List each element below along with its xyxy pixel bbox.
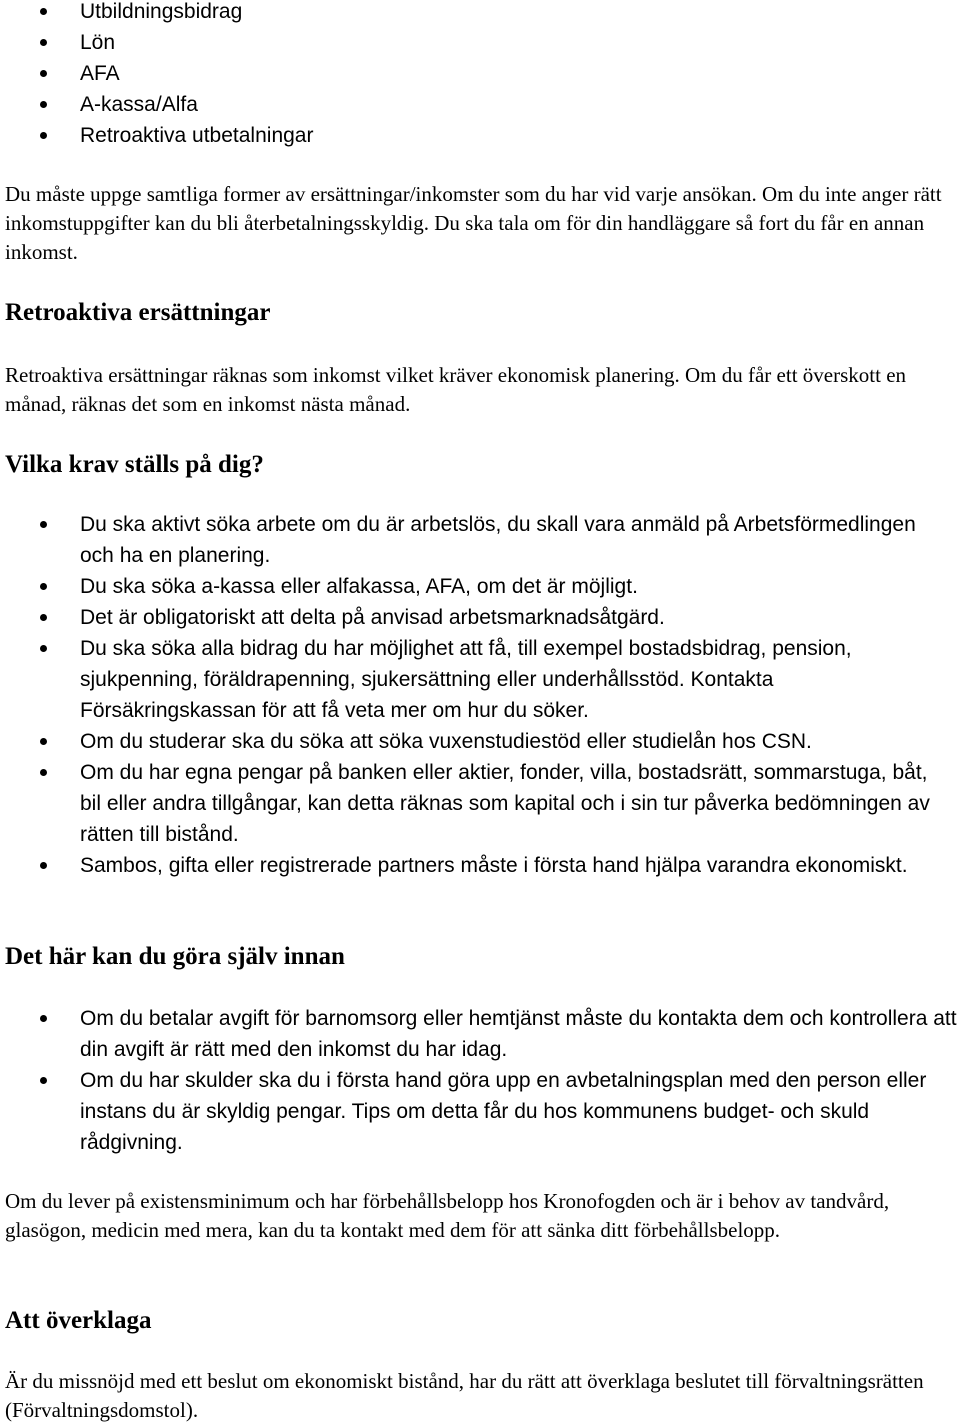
heading-sjalv: Det här kan du göra själv innan bbox=[5, 943, 345, 970]
bullet-icon bbox=[40, 1077, 47, 1084]
bullet-icon bbox=[40, 8, 47, 15]
list-item: Sambos, gifta eller registrerade partners måste i första hand hjälpa varandra ekonomiskt. bbox=[0, 850, 940, 881]
list-item: Du ska aktivt söka arbete om du är arbetslös, du skall vara anmäld på Arbetsförmedlingen och ha en planering. bbox=[0, 509, 940, 571]
bullet-icon bbox=[40, 39, 47, 46]
self-actions-list bbox=[0, 1003, 960, 1158]
list-item: Om du har skulder ska du i första hand göra upp en avbetalningsplan med den person eller instans du är skyldig pengar. Tips om detta får du hos kommunens budget- och skuld rådgivning. bbox=[0, 1065, 960, 1158]
bullet-icon bbox=[40, 521, 47, 528]
list-item: Om du betalar avgift för barnomsorg eller hemtjänst måste du kontakta dem och kontrollera att din avgift är rätt med den inkomst du har idag. bbox=[0, 1003, 960, 1065]
requirements-list bbox=[0, 509, 940, 881]
bullet-icon bbox=[40, 101, 47, 108]
overklaga-paragraph: Är du missnöjd med ett beslut om ekonomiskt bistånd, har du rätt att överklaga beslutet till förvaltningsrätten (Förvaltningsdomstol). bbox=[5, 1369, 924, 1422]
heading-krav: Vilka krav ställs på dig? bbox=[5, 451, 264, 478]
bullet-icon bbox=[40, 132, 47, 139]
bullet-icon bbox=[40, 583, 47, 590]
list-item: Om du studerar ska du söka att söka vuxenstudiestöd eller studielån hos CSN. bbox=[0, 726, 940, 757]
list-item: Det är obligatoriskt att delta på anvisad arbetsmarknadsåtgärd. bbox=[0, 602, 940, 633]
list-item: Retroaktiva utbetalningar bbox=[0, 120, 960, 151]
income-types-list bbox=[0, 0, 960, 151]
bullet-icon bbox=[40, 645, 47, 652]
bullet-icon bbox=[40, 1015, 47, 1022]
retroaktiva-paragraph: Retroaktiva ersättningar räknas som inkomst vilket kräver ekonomisk planering. Om du får ett överskott en månad, räknas det som en inkomst nästa månad. bbox=[5, 363, 907, 416]
existensminimum-paragraph: Om du lever på existensminimum och har förbehållsbelopp hos Kronofogden och är i behov av tandvård, glasögon, medicin med mera, kan du ta kontakt med dem för att sänka ditt förbehållsbelopp. bbox=[5, 1189, 890, 1242]
bullet-icon bbox=[40, 862, 47, 869]
bullet-icon bbox=[40, 614, 47, 621]
heading-retroaktiva: Retroaktiva ersättningar bbox=[5, 299, 271, 326]
bullet-icon bbox=[40, 70, 47, 77]
bullet-icon bbox=[40, 769, 47, 776]
list-item: Om du har egna pengar på banken eller aktier, fonder, villa, bostadsrätt, sommarstuga, båt, bil eller andra tillgångar, kan detta räknas som kapital och i sin tur påverka bedömningen av rätten till bistånd. bbox=[0, 757, 940, 850]
heading-overklaga: Att överklaga bbox=[5, 1307, 152, 1334]
list-item: Du ska söka a-kassa eller alfakassa, AFA, om det är möjligt. bbox=[0, 571, 940, 602]
intro-paragraph: Du måste uppge samtliga former av ersättningar/inkomster som du har vid varje ansökan. Om du inte anger rätt inkomstuppgifter kan du bli återbetalningsskyldig. Du ska tala om för din handläggare så fort du får en annan inkomst. bbox=[5, 182, 942, 264]
bullet-icon bbox=[40, 738, 47, 745]
list-item: Utbildningsbidrag bbox=[0, 0, 960, 27]
list-item: Du ska söka alla bidrag du har möjlighet att få, till exempel bostadsbidrag, pension, sjukpenning, föräldrapenning, sjukersättning eller underhållsstöd. Kontakta Försäkringskassan för att få veta mer om hur du söker. bbox=[0, 633, 940, 726]
list-item: A-kassa/Alfa bbox=[0, 89, 960, 120]
list-item: Lön bbox=[0, 27, 960, 58]
list-item: AFA bbox=[0, 58, 960, 89]
